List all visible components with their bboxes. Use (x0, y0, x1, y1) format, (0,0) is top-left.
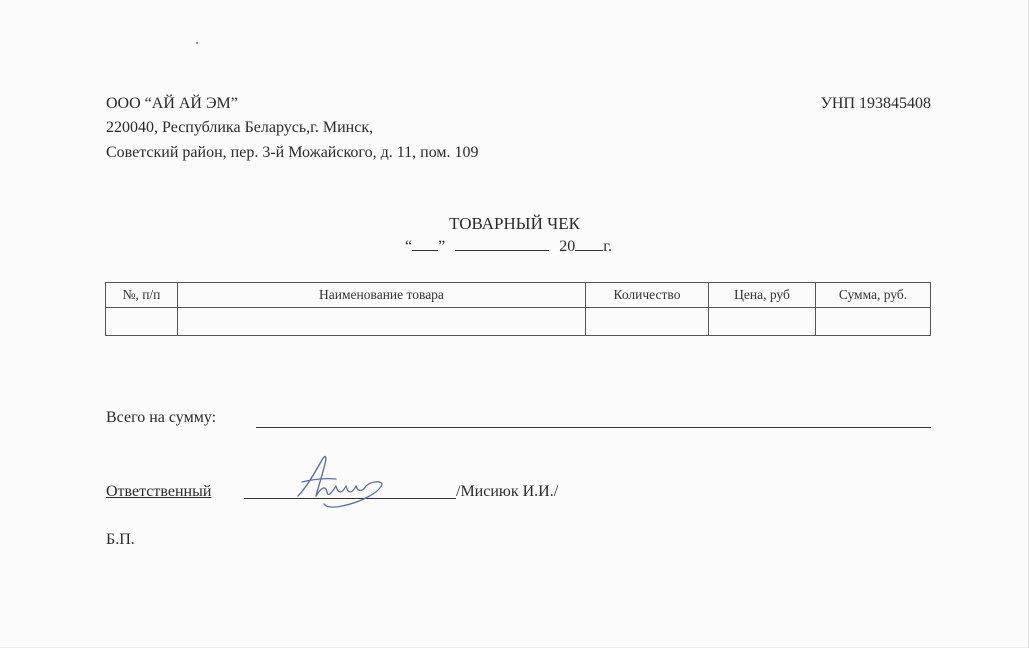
unp-number: УНП 193845408 (820, 95, 931, 112)
col-number-header: №, п/п (106, 283, 178, 308)
month-blank (455, 236, 549, 251)
company-name: ООО “АЙ АЙ ЭМ” (106, 95, 238, 112)
day-blank (412, 236, 438, 251)
year-suffix: г. (603, 238, 612, 255)
table-row (106, 308, 931, 336)
year-blank (575, 236, 603, 251)
cell-number (106, 308, 178, 336)
address-line-1: 220040, Республика Беларусь,г. Минск, (106, 119, 374, 136)
date-line (405, 236, 612, 257)
document-title: ТОВАРНЫЙ ЧЕК (449, 214, 580, 233)
col-quantity-header: Количество (586, 283, 709, 308)
handwritten-signature (292, 452, 384, 512)
cell-quantity (586, 308, 709, 336)
seal-placeholder-label: Б.П. (106, 531, 135, 548)
table-header-row (106, 283, 931, 308)
cell-price (709, 308, 816, 336)
col-price-header: Цена, руб (709, 283, 816, 308)
scan-speck (196, 42, 198, 44)
items-table (105, 282, 931, 336)
year-prefix: 20 (559, 238, 576, 255)
total-amount-line (256, 427, 931, 428)
col-sum-header: Сумма, руб. (816, 283, 931, 308)
cell-name (178, 308, 586, 336)
responsible-label: Ответственный (106, 483, 212, 500)
date-close-quote: ” (438, 238, 446, 255)
date-open-quote: “ (405, 238, 413, 255)
col-name-header: Наименование товара (178, 283, 586, 308)
cell-sum (816, 308, 931, 336)
responsible-name: /Мисиюк И.И./ (456, 483, 559, 500)
total-label: Всего на сумму: (106, 409, 217, 426)
address-line-2: Советский район, пер. 3-й Можайского, д. 11, пом. 109 (106, 144, 479, 161)
